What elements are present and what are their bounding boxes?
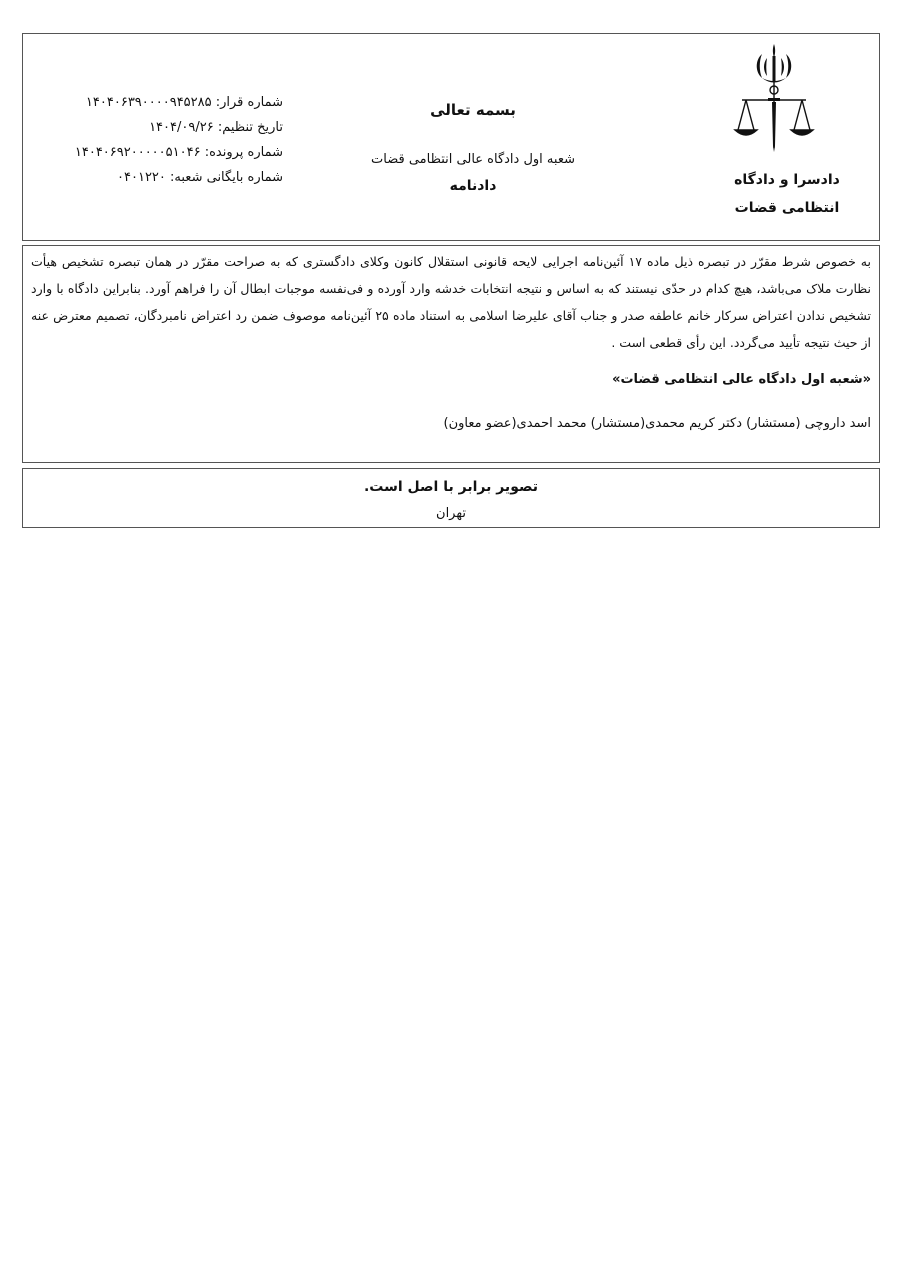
document-header — [22, 33, 880, 241]
verdict-text: به خصوص شرط مقرّر در تبصره ذیل ماده ۱۷ آئین‌نامه اجرایی لایحه قانونی استقلال کانون وکلای دادگستری که به صراحت مقرّر در همان تبصره تشخیص هیأت نظارت ملاک می‌باشد، هیچ کدام در حدّی نیستند که به اساس و نتیجه انتخابات خدشه وارد آورده و فی‌نفسه موجبات ابطال آن را فراهم آورد. بنابراین دادگاه با وارد تشخیص ندادن اعتراض سرکار خانم عاطفه صدر و جناب آقای علیرضا اسلامی به استناد ماده ۲۵ آئین‌نامه موصوف ضمن رد اعتراض نامبردگان، تصمیم معترض عنه از حیث نتیجه تأیید می‌گردد. این رأی قطعی است . — [31, 254, 872, 350]
document-meta — [47, 90, 283, 190]
verdict-body — [22, 245, 880, 463]
header-center — [323, 94, 623, 196]
court-branch: شعبه اول دادگاه عالی انتظامی قضات — [371, 152, 575, 167]
city-name: تهران — [436, 506, 466, 521]
issue-date: تاریخ تنظیم: ۱۴۰۴/۰۹/۲۶ — [149, 120, 283, 135]
archive-number: شماره بایگانی شعبه: ۰۴۰۱۲۲۰ — [117, 170, 283, 185]
court-signature: «شعبه اول دادگاه عالی انتظامی قضات» — [612, 372, 871, 387]
case-number: شماره پرونده: ۱۴۰۴۰۶۹۲۰۰۰۰۰۵۱۰۴۶ — [74, 145, 283, 160]
certification-footer — [22, 468, 880, 528]
organization-name: دادسرا و دادگاه انتظامی قضات — [734, 172, 840, 216]
basmala: بسمه تعالی — [430, 101, 516, 119]
decision-number: شماره قرار: ۱۴۰۴۰۶۳۹۰۰۰۰۹۴۵۲۸۵ — [85, 95, 283, 110]
judges-names: اسد داروچی (مستشار) دکتر کریم محمدی(مستشار) محمد احمدی(عضو معاون) — [443, 416, 871, 431]
judiciary-scales-emblem-icon — [732, 42, 816, 154]
document-type: دادنامه — [449, 178, 497, 194]
certified-copy-note: تصویر برابر با اصل است. — [363, 479, 539, 495]
